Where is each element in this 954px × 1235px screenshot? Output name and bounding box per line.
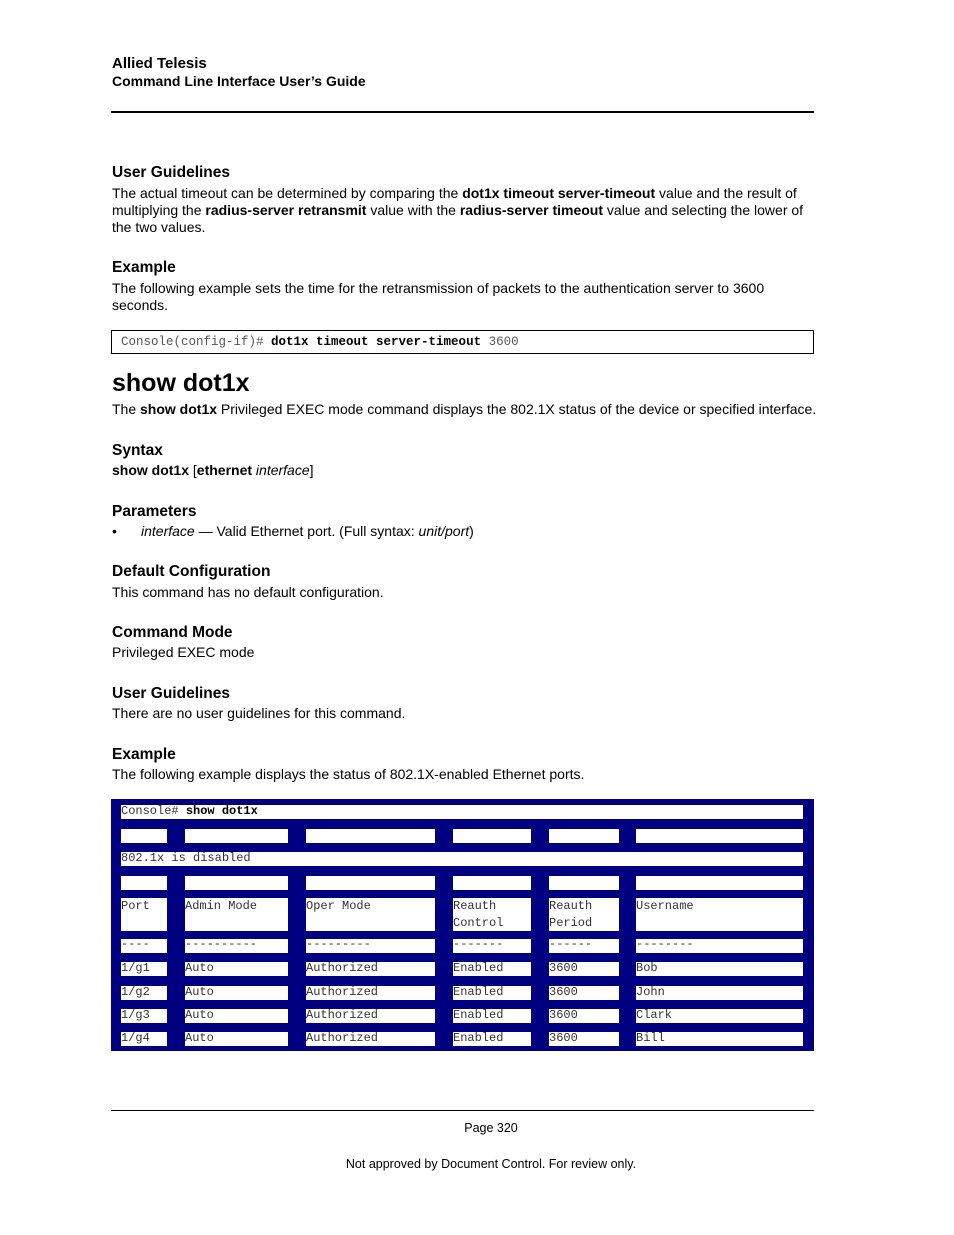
column-header-admin-mode: Admin Mode — [185, 898, 288, 931]
command-intro: The show dot1x Privileged EXEC mode command displays the 802.1X status of the device or specified interface. — [112, 401, 817, 417]
terminal-command-line: Console# show dot1x — [121, 805, 803, 819]
example-heading-2: Example — [112, 746, 176, 763]
column-separator: ------ — [549, 939, 619, 953]
cell-reauth-period: 3600 — [549, 962, 619, 976]
cell-oper-mode: Authorized — [306, 962, 435, 976]
cell-reauth-period: 3600 — [549, 1009, 619, 1023]
cell-admin-mode: Auto — [185, 962, 288, 976]
cell-reauth-control: Enabled — [453, 986, 531, 1000]
blank-cell — [453, 876, 531, 890]
bullet-marker: • — [112, 523, 117, 539]
column-header-username: Username — [636, 898, 803, 931]
syntax-line: show dot1x [ethernet interface] — [112, 462, 314, 478]
cell-oper-mode: Authorized — [306, 986, 435, 1000]
guidelines-text-2: There are no user guidelines for this command. — [112, 705, 406, 721]
cell-reauth-period: 3600 — [549, 986, 619, 1000]
cell-admin-mode: Auto — [185, 1009, 288, 1023]
cell-port: 1/g3 — [121, 1009, 167, 1023]
cell-oper-mode: Authorized — [306, 1032, 435, 1046]
default-config-heading: Default Configuration — [112, 563, 271, 580]
column-header-oper-mode: Oper Mode — [306, 898, 435, 931]
cell-reauth-control: Enabled — [453, 962, 531, 976]
blank-cell — [185, 829, 288, 843]
cell-admin-mode: Auto — [185, 1032, 288, 1046]
column-header-port: Port — [121, 898, 167, 931]
example-heading-1: Example — [112, 259, 176, 276]
footer-rule — [111, 1110, 814, 1111]
example-paragraph-1: The following example sets the time for the retransmission of packets to the authentication server to 3600 seconds. — [112, 280, 765, 313]
review-note: Not approved by Document Control. For review only. — [345, 1157, 637, 1171]
blank-cell — [549, 829, 619, 843]
code-example-timeout: Console(config-if)# dot1x timeout server-timeout 3600 — [111, 330, 814, 354]
terminal-status-line: 802.1x is disabled — [121, 852, 803, 866]
guidelines-heading-2: User Guidelines — [112, 685, 231, 702]
command-mode-heading: Command Mode — [112, 624, 233, 641]
parameters-heading: Parameters — [112, 503, 197, 520]
cell-port: 1/g4 — [121, 1032, 167, 1046]
column-separator: ---- — [121, 939, 167, 953]
parameter-interface: interface — Valid Ethernet port. (Full syntax: unit/port) — [141, 523, 474, 539]
blank-cell — [636, 876, 803, 890]
blank-cell — [121, 876, 167, 890]
terminal-output — [111, 799, 814, 1051]
cell-port: 1/g1 — [121, 962, 167, 976]
blank-cell — [306, 829, 435, 843]
command-title: show dot1x — [112, 369, 250, 397]
cell-username: Bill — [636, 1032, 803, 1046]
cell-admin-mode: Auto — [185, 986, 288, 1000]
syntax-heading: Syntax — [112, 442, 163, 459]
column-separator: -------- — [636, 939, 803, 953]
blank-cell — [453, 829, 531, 843]
blank-cell — [121, 829, 167, 843]
default-config-text: This command has no default configuration. — [112, 584, 384, 600]
cell-reauth-control: Enabled — [453, 1032, 531, 1046]
column-header-reauth-period: Reauth Period — [549, 898, 619, 931]
header-guide-title: Command Line Interface User’s Guide — [112, 73, 366, 89]
page-number: Page 320 — [464, 1121, 518, 1135]
cell-username: Bob — [636, 962, 803, 976]
column-header-reauth-control: Reauth Control — [453, 898, 531, 931]
header-company: Allied Telesis — [112, 55, 207, 72]
blank-cell — [306, 876, 435, 890]
cell-reauth-control: Enabled — [453, 1009, 531, 1023]
cell-oper-mode: Authorized — [306, 1009, 435, 1023]
cell-username: John — [636, 986, 803, 1000]
column-separator: ------- — [453, 939, 531, 953]
cell-port: 1/g2 — [121, 986, 167, 1000]
column-separator: --------- — [306, 939, 435, 953]
blank-cell — [549, 876, 619, 890]
guidelines-paragraph-1: The actual timeout can be determined by comparing the dot1x timeout server-timeout value and the result of multiplying the radius-server retransmit value with the radius-server timeout value and selecting the lower of the two values. — [112, 185, 804, 235]
command-mode-text: Privileged EXEC mode — [112, 644, 255, 660]
cell-username: Clark — [636, 1009, 803, 1023]
column-separator: ---------- — [185, 939, 288, 953]
header-rule — [111, 111, 814, 113]
blank-cell — [636, 829, 803, 843]
cell-reauth-period: 3600 — [549, 1032, 619, 1046]
guidelines-heading-1: User Guidelines — [112, 164, 231, 181]
blank-cell — [185, 876, 288, 890]
example-paragraph-2: The following example displays the status of 802.1X-enabled Ethernet ports. — [112, 766, 585, 782]
